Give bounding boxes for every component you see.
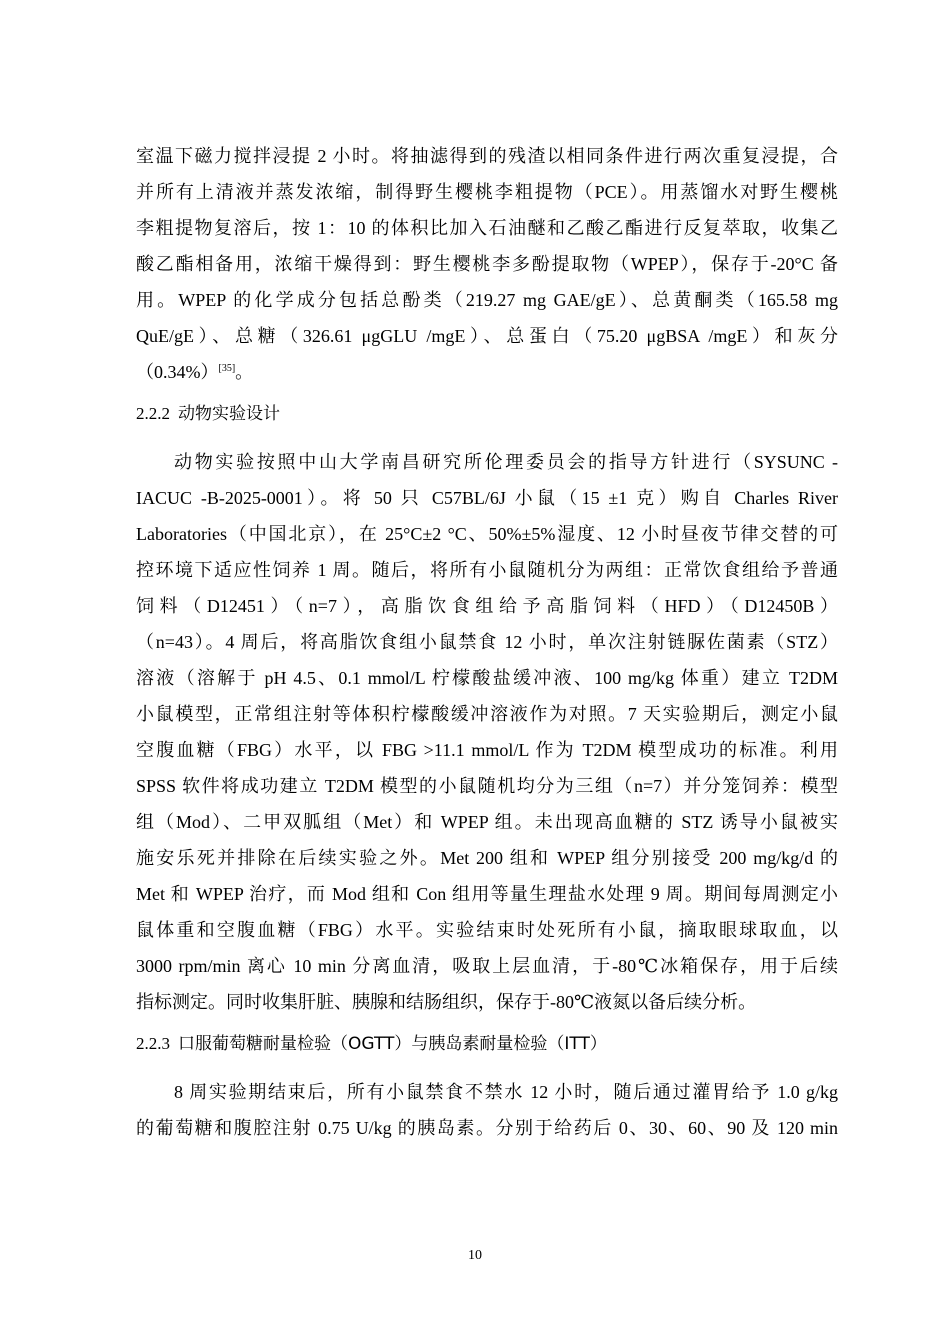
text-line: 动物实验按照中山大学南昌研究所伦理委员会的指导方针进行（SYSUNC -: [174, 452, 838, 472]
text-line: QuE/gE）、总糖（326.61 μgGLU /mgE）、总蛋白（75.20 μgBSA /mgE）和灰分: [136, 326, 838, 346]
text-line: 施安乐死并排除在后续实验之外。Met 200 组和 WPEP 组分别接受 200 mg/kg/d 的: [136, 848, 838, 868]
paragraph-extraction: [136, 138, 838, 390]
text-fragment: 。: [235, 362, 254, 382]
paragraph-ogtt-itt: [136, 1074, 838, 1146]
page-body: [136, 138, 838, 1146]
text-line: 酸乙酯相备用，浓缩干燥得到：野生樱桃李多酚提取物（WPEP），保存于-20°C 备: [136, 254, 838, 274]
text-fragment: （0.34%）: [136, 362, 219, 382]
section-title: 口服葡萄糖耐量检验（OGTT）与胰岛素耐量检验（ITT）: [178, 1034, 607, 1054]
text-line: 鼠体重和空腹血糖（FBG）水平。实验结束时处死所有小鼠，摘取眼球取血，以: [136, 920, 838, 940]
text-line: 并所有上清液并蒸发浓缩，制得野生樱桃李粗提物（PCE）。用蒸馏水对野生樱桃: [136, 182, 838, 202]
text-line: 李粗提物复溶后，按 1：10 的体积比加入石油醚和乙酸乙酯进行反复萃取，收集乙: [136, 218, 838, 238]
text-line: 控环境下适应性饲养 1 周。随后，将所有小鼠随机分为两组：正常饮食组给予普通: [136, 560, 838, 580]
text-line: （n=43）。4 周后，将高脂饮食组小鼠禁食 12 小时，单次注射链脲佐菌素（STZ）: [136, 632, 838, 652]
text-line: 用。WPEP 的化学成分包括总酚类（219.27 mg GAE/gE）、总黄酮类（165.58 mg: [136, 290, 838, 310]
text-line: [136, 354, 838, 390]
section-title: 动物实验设计: [178, 404, 280, 424]
section-heading: [136, 1020, 838, 1068]
citation-reference: [35]: [218, 363, 236, 374]
text-line: Met 和 WPEP 治疗，而 Mod 组和 Con 组用等量生理盐水处理 9 周。期间每周测定小: [136, 884, 838, 904]
page-number: 10: [468, 1248, 482, 1263]
section-heading: [136, 390, 838, 438]
text-line: 指标测定。同时收集肝脏、胰腺和结肠组织，保存于-80℃液氮以备后续分析。: [136, 992, 757, 1012]
text-line: 的葡萄糖和腹腔注射 0.75 U/kg 的胰岛素。分别于给药后 0、30、60、90 及 120 min: [136, 1118, 838, 1138]
text-line: 3000 rpm/min 离心 10 min 分离血清，吸取上层血清，于-80℃冰箱保存，用于后续: [136, 956, 838, 976]
text-line: IACUC -B-2025-0001）。将 50 只 C57BL/6J 小鼠（15 ±1 克）购自 Charles River: [136, 488, 838, 508]
text-line: 饲料（D12451）（n=7），高脂饮食组给予高脂饲料（HFD）（D12450B）: [136, 596, 838, 616]
text-line: Laboratories（中国北京），在 25°C±2 °C、50%±5%湿度、12 小时昼夜节律交替的可: [136, 524, 838, 544]
text-line: 空腹血糖（FBG）水平，以 FBG >11.1 mmol/L 作为 T2DM 模型成功的标准。利用: [136, 740, 838, 760]
section-number: 2.2.3: [136, 1034, 170, 1053]
text-line: 组（Mod）、二甲双胍组（Met）和 WPEP 组。未出现高血糖的 STZ 诱导小鼠被实: [136, 812, 838, 832]
paragraph-animal-design: [136, 444, 838, 1020]
text-line: SPSS 软件将成功建立 T2DM 模型的小鼠随机均分为三组（n=7）并分笼饲养：模型: [136, 776, 838, 796]
text-line: 小鼠模型，正常组注射等体积柠檬酸缓冲溶液作为对照。7 天实验期后，测定小鼠: [136, 704, 838, 724]
text-line: 8 周实验期结束后，所有小鼠禁食不禁水 12 小时，随后通过灌胃给予 1.0 g/kg: [174, 1082, 838, 1102]
text-line: 溶液（溶解于 pH 4.5、0.1 mmol/L 柠檬酸盐缓冲液、100 mg/kg 体重）建立 T2DM: [136, 668, 838, 688]
section-number: 2.2.2: [136, 404, 170, 423]
text-line: 室温下磁力搅拌浸提 2 小时。将抽滤得到的残渣以相同条件进行两次重复浸提，合: [136, 146, 838, 166]
